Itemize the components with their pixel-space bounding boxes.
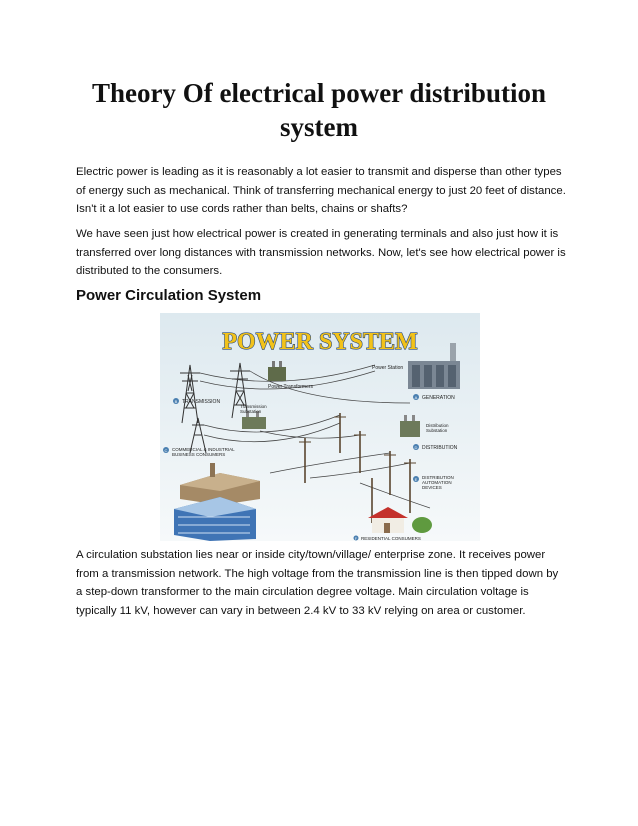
- document-title: Theory Of electrical power distribution system: [92, 78, 546, 142]
- label-power-station: Power Station: [372, 365, 404, 371]
- label-residential: RESIDENTIAL CONSUMERS: [361, 536, 421, 541]
- intro-paragraph: Electric power is leading as it is reasonably a lot easier to transmit and disperse than other types of energy such as mechanical. Think of transferring mechanical energy to just 20 feet of distance. Isn't it a lot easier to use cords rather than belts, chains or shafts?: [76, 166, 566, 215]
- banner-title: POWER SYSTEM: [222, 329, 418, 355]
- residential-marker-letter: F: [354, 537, 358, 541]
- section-heading: Power Circulation System: [76, 287, 262, 304]
- label-automation-line3: DEVICES: [422, 485, 442, 490]
- automation-marker-letter: E: [414, 477, 418, 482]
- generation-marker-letter: A: [414, 395, 418, 400]
- distribution-marker-letter: D: [414, 445, 418, 450]
- commercial-marker-letter: C: [164, 448, 168, 453]
- label-commercial-line1: COMMERCIAL & INDUSTRIAL: [172, 447, 235, 452]
- label-transmission-substation-line1: Transmission: [240, 404, 267, 409]
- label-commercial-line2: BUSINESS CONSUMERS: [172, 452, 226, 457]
- closing-paragraph: A circulation substation lies near or inside city/town/village/ enterprise zone. It receives power from a transmission network. The high voltage from the transmission line is then tipped down by a step-down transformer to the main circulation degree voltage. Main circulation voltage is typically 11 kV, however can vary in between 2.4 kV to 33 kV relying on area or customer.: [76, 549, 559, 617]
- label-transmission-substation-line2: Substation: [240, 409, 262, 414]
- label-distribution-substation-line2: Substation: [426, 428, 448, 433]
- second-paragraph: We have seen just how electrical power is created in generating terminals and also just how it is transferred over long distances with transmission networks. Now, let's see how electrical power is distributed to the consumers.: [76, 228, 566, 277]
- label-distribution: DISTRIBUTION: [422, 445, 458, 451]
- label-transmission: TRANSMISSION: [182, 399, 221, 405]
- transmission-marker-letter: B: [174, 399, 178, 404]
- label-generation: GENERATION: [422, 395, 455, 401]
- label-distribution-substation-line1: Distribution: [426, 423, 449, 428]
- label-power-transformers: Power Transformers: [268, 384, 314, 390]
- label-automation-line2: AUTOMATION: [422, 480, 452, 485]
- power-system-illustration: [160, 313, 480, 541]
- label-automation-line1: DISTRIBUTION: [422, 475, 454, 480]
